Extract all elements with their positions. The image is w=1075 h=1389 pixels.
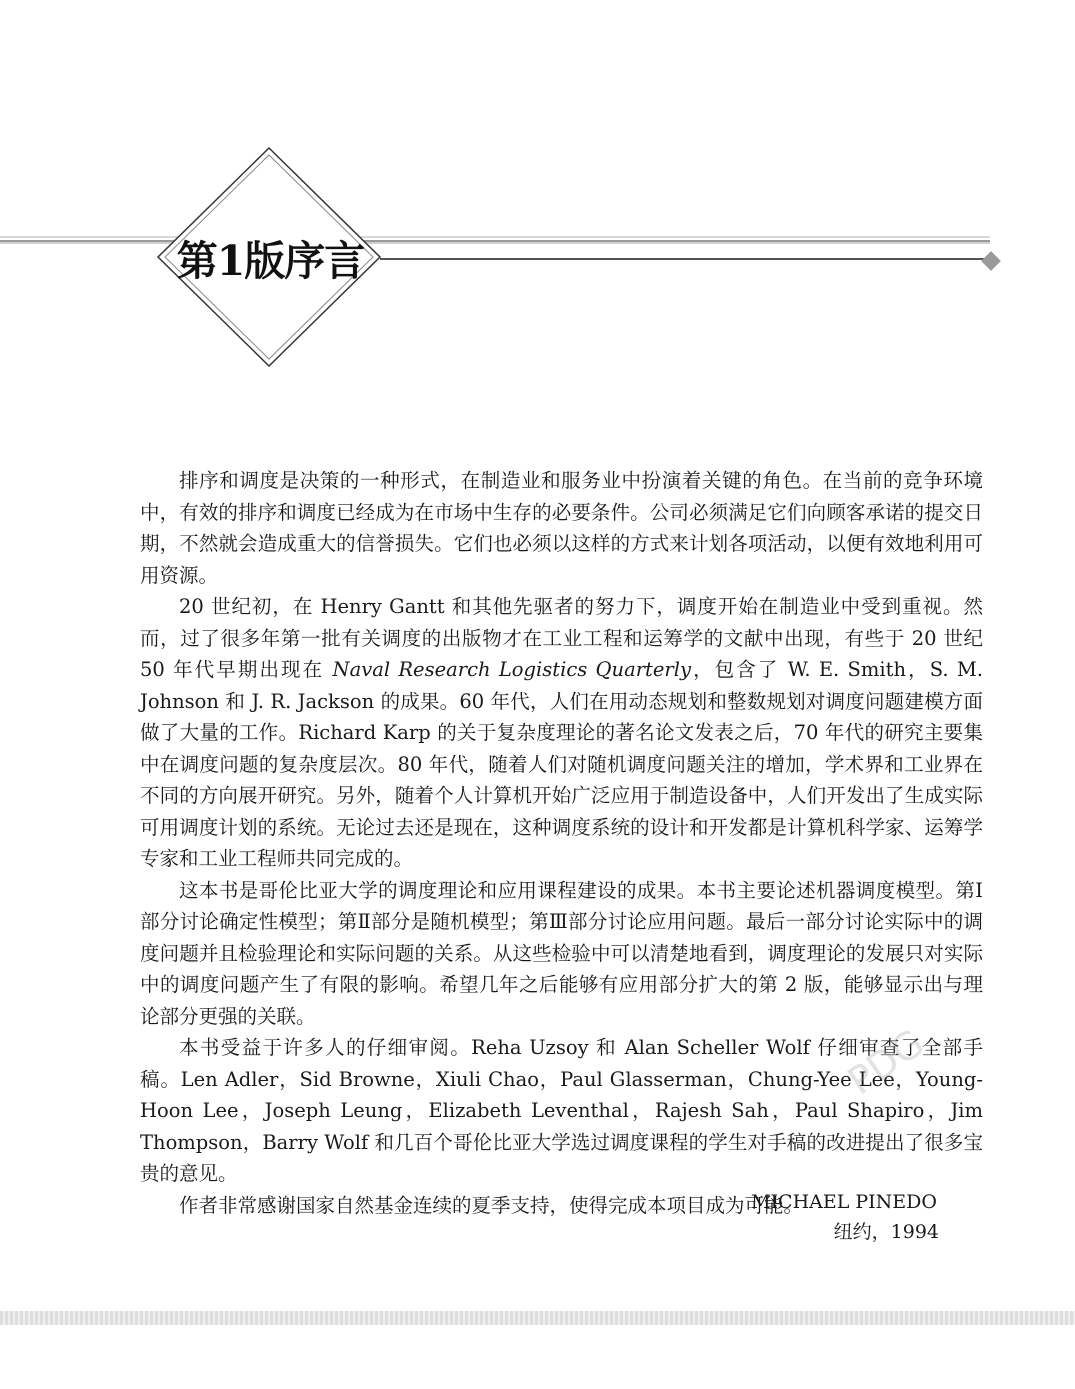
paragraph: 本书受益于许多人的仔细审阅。Reha Uzsoy 和 Alan Scheller Wolf 仔细审查了全部手稿。Len Adler，Sid Browne，Xiuli Chao，Paul Glasserman，Chung-Yee Lee，Young-Hoon Lee，Joseph Leung，Elizabeth Leventhal，Rajesh Sah，Paul Shapiro，Jim Thompson，Barry Wolf 和几百个哥伦比亚大学选过调度课程的学生对手稿的改进提出了很多宝贵的意见。 (140, 1036, 983, 1185)
page-title: 第1版序言 (176, 237, 365, 285)
paragraph: 这本书是哥伦比亚大学的调度理论和应用课程建设的成果。本书主要论述机器调度模型。第Ⅰ部分讨论确定性模型；第Ⅱ部分是随机模型；第Ⅲ部分讨论应用问题。最后一部分讨论实际中的调度问题并且检验理论和实际问题的关系。从这些检验中可以清楚地看到，调度理论的发展只对实际中的调度问题产生了有限的影响。希望几年之后能够有应用部分扩大的第 2 版，能够显示出与理论部分更强的关联。 (140, 878, 983, 1028)
header-rule (0, 236, 990, 244)
paragraph: 排序和调度是决策的一种形式，在制造业和服务业中扮演着关键的角色。在当前的竞争环境中，有效的排序和调度已经成为在市场中生存的必要条件。公司必须满足它们向顾客承诺的提交日期，不然就会造成重大的信誉损失。它们也必须以这样的方式来计划各项活动，以便有效地利用可用资源。 (140, 469, 983, 587)
journal-title: Naval Research Logistics Quarterly (332, 658, 691, 681)
paragraph: 20 世纪初，在 Henry Gantt 和其他先驱者的努力下，调度开始在制造业中受到重视。然而，过了很多年第一批有关调度的出版物才在工业工程和运筹学的文献中出现，有些于 20 世纪 50 年代早期出现在 Naval Research Logistics Quarterly，包含了 W. E. Smith，S. M. Johnson 和 J. R. Jackson 的成果。60 年代，人们在用动态规划和整数规划对调度问题建模方面做了大量的工作。Richard Karp 的关于复杂度理论的著名论文发表之后，70 年代的研究主要集中在调度问题的复杂度层次。80 年代，随着人们对随机调度问题关注的增加，学术界和工业界在不同的方向展开研究。另外，随着个人计算机开始广泛应用于制造设备中，人们开发出了生成实际可用调度计划的系统。无论过去还是现在，这种调度系统的设计和开发都是计算机科学家、运筹学专家和工业工程师共同完成的。 (140, 595, 984, 870)
author-name: MICHAEL PINEDO (751, 1191, 937, 1213)
watermark: PDG (839, 1020, 932, 1104)
place-year: 纽约，1994 (833, 1221, 939, 1243)
footer-rule (0, 1311, 1075, 1325)
rule-end-diamond (981, 251, 1001, 271)
preface-body (140, 465, 983, 1221)
paragraph: 作者非常感谢国家自然基金连续的夏季支持，使得完成本项目成为可能。 (179, 1193, 804, 1217)
signature (751, 1187, 937, 1247)
header-rule-line (380, 258, 985, 260)
